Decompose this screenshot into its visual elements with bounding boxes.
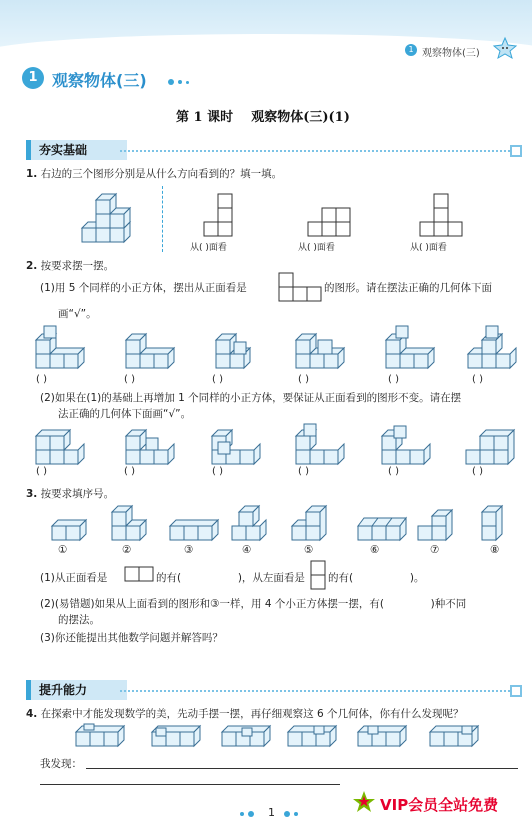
q3-sub1-b: 的有( )，从左面看是 bbox=[156, 572, 305, 584]
q3-left-shape bbox=[310, 560, 326, 590]
q4-solids bbox=[70, 720, 510, 750]
section-divider bbox=[120, 150, 510, 152]
q3-label-2: ② bbox=[122, 544, 132, 556]
q3-sub1-a: (1)从正面看是 bbox=[40, 572, 108, 584]
q2-row1-paren-5[interactable]: ( ) bbox=[388, 374, 399, 385]
q3-label-7: ⑦ bbox=[430, 544, 440, 556]
lesson-title: 第 1 课时 观察物体(三)(1) bbox=[176, 110, 350, 125]
footer-dot bbox=[284, 811, 290, 817]
decor-dot bbox=[186, 81, 189, 84]
q2-sub2-a: (2)如果在(1)的基础上再增加 1 个同样的小正方体，要保证从正面看到的图形不变。请在摆 bbox=[40, 392, 462, 404]
q1-divider bbox=[162, 186, 163, 252]
q3-sub2-a: (2)(易错题)如果从上面看到的图形和③一样，用 4 个小正方体摆一摆，有( )种不同 bbox=[40, 598, 467, 610]
decor-dot bbox=[168, 79, 174, 85]
q3-sub3: (3)你还能提出其他数学问题并解答吗？ bbox=[40, 632, 223, 644]
footer-dot bbox=[240, 812, 244, 816]
q2-row2-solids bbox=[30, 420, 510, 466]
q2-row2-paren-4[interactable]: ( ) bbox=[298, 466, 309, 477]
section-divider bbox=[120, 690, 510, 692]
q2-sub1-c: 画“√”。 bbox=[58, 308, 97, 320]
q1-view-1 bbox=[200, 192, 240, 238]
footer-dot bbox=[294, 812, 298, 816]
decor-dot bbox=[178, 80, 182, 84]
q1-text: 1. 右边的三个图形分别是从什么方向看到的？填一填。 bbox=[26, 168, 283, 180]
q3-sub1-c: 的有( )。 bbox=[328, 572, 425, 584]
vip-logo-icon bbox=[352, 790, 376, 814]
q2-row1-paren-3[interactable]: ( ) bbox=[212, 374, 223, 385]
header-number-badge: 1 bbox=[405, 44, 417, 56]
q1-solid-figure bbox=[80, 190, 160, 250]
unit-title: 观察物体(三) bbox=[52, 71, 147, 90]
q3-sub2-b: 的摆法。 bbox=[58, 614, 100, 626]
q3-label-5: ⑤ bbox=[304, 544, 314, 556]
section-advanced-title: 提升能力 bbox=[26, 680, 127, 700]
header-running-title: 观察物体(三) bbox=[422, 48, 480, 59]
q2-sub1-a: (1)用 5 个同样的小正方体，摆出从正面看是 bbox=[40, 282, 247, 294]
q1-view-1-label: 从( )面看 bbox=[190, 243, 227, 253]
section-divider-end bbox=[510, 145, 522, 157]
q2-row1-paren-1[interactable]: ( ) bbox=[36, 374, 47, 385]
q2-front-view-shape bbox=[278, 272, 322, 302]
q3-label-3: ③ bbox=[184, 544, 194, 556]
q3-front-shape bbox=[124, 566, 154, 582]
q2-row1-paren-6[interactable]: ( ) bbox=[472, 374, 483, 385]
q1-view-2-label: 从( )面看 bbox=[298, 243, 335, 253]
q2-sub2-b: 法正确的几何体下面画“√”。 bbox=[58, 408, 192, 420]
q3-label-1: ① bbox=[58, 544, 68, 556]
q2-sub1-b: 的图形。请在摆法正确的几何体下面 bbox=[324, 282, 492, 294]
q4-text: 4. 在探索中才能发现数学的美，先动手摆一摆，再仔细观察这 6 个几何体，你有什么发现呢？ bbox=[26, 708, 464, 720]
q4-answer-line-2[interactable] bbox=[40, 784, 340, 785]
q3-text: 3. 按要求填序号。 bbox=[26, 488, 115, 500]
q3-label-4: ④ bbox=[242, 544, 252, 556]
q4-answer-line-1[interactable] bbox=[86, 768, 518, 769]
q3-solids bbox=[44, 502, 514, 544]
q3-label-6: ⑥ bbox=[370, 544, 380, 556]
q2-row2-paren-3[interactable]: ( ) bbox=[212, 466, 223, 477]
q2-row2-paren-1[interactable]: ( ) bbox=[36, 466, 47, 477]
page-number: 1 bbox=[268, 806, 275, 819]
q2-row1-paren-4[interactable]: ( ) bbox=[298, 374, 309, 385]
unit-number-badge: 1 bbox=[22, 67, 44, 89]
q2-row2-paren-6[interactable]: ( ) bbox=[472, 466, 483, 477]
q2-text: 2. 按要求摆一摆。 bbox=[26, 260, 115, 272]
q2-row1-paren-2[interactable]: ( ) bbox=[124, 374, 135, 385]
q2-row2-paren-2[interactable]: ( ) bbox=[124, 466, 135, 477]
q1-view-2 bbox=[304, 206, 354, 238]
q4-answer-label: 我发现： bbox=[40, 758, 82, 770]
section-divider-end bbox=[510, 685, 522, 697]
q2-row2-paren-5[interactable]: ( ) bbox=[388, 466, 399, 477]
section-basic-title: 夯实基础 bbox=[26, 140, 127, 160]
star-mascot-icon bbox=[490, 36, 520, 60]
q1-view-3 bbox=[418, 192, 466, 238]
footer-dot bbox=[248, 811, 254, 817]
vip-watermark: VIP会员全站免费 bbox=[380, 796, 499, 814]
q2-row1-solids bbox=[30, 322, 510, 370]
q1-view-3-label: 从( )面看 bbox=[410, 243, 447, 253]
q3-label-8: ⑧ bbox=[490, 544, 500, 556]
